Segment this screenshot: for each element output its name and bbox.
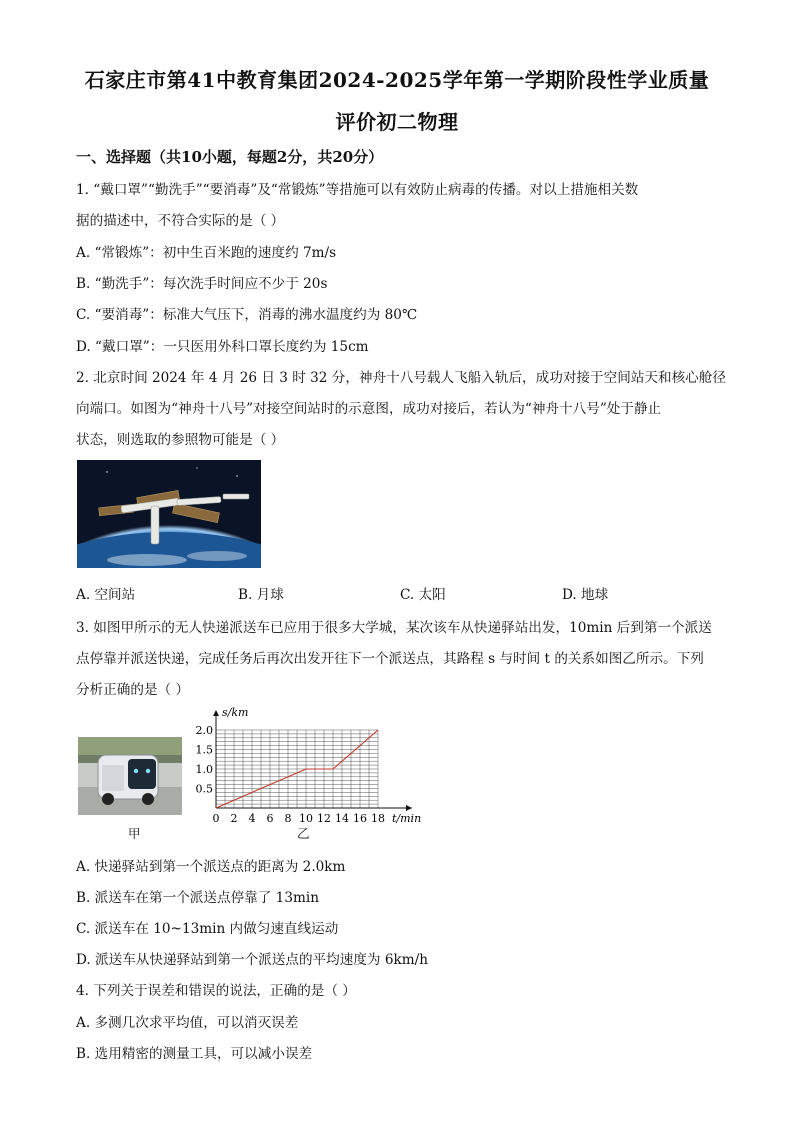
y-tick-label: 2.0 — [195, 724, 213, 737]
caption-yi: 乙 — [297, 826, 310, 841]
q2-stem-line3: 状态，则选取的参照物可能是（ ） — [76, 432, 285, 448]
section-heading: 一、选择题（共10小题，每题2分，共20分） — [76, 148, 384, 166]
y-axis-arrow — [213, 710, 219, 716]
q1-option-a: A. “常锻炼”：初中生百米跑的速度约 7m/s — [76, 245, 337, 261]
x-tick-label: 18 — [371, 812, 385, 824]
q3-option-a: A. 快递驿站到第一个派送点的距离为 2.0km — [76, 859, 346, 875]
q3-option-d: D. 派送车从快递驿站到第一个派送点的平均速度为 6km/h — [76, 952, 428, 968]
q4-stem-line1: 4. 下列关于误差和错误的说法，正确的是（ ） — [76, 983, 356, 999]
y-tick-label: 1.0 — [195, 763, 213, 776]
q2-option-d: D. 地球 — [562, 587, 609, 603]
x-tick-label: 4 — [248, 812, 256, 824]
x-tick-label: 6 — [266, 812, 274, 824]
x-tick-label: 2 — [230, 812, 238, 824]
q4-option-b: B. 选用精密的测量工具，可以减小误差 — [76, 1046, 313, 1062]
x-tick-label: 16 — [353, 812, 367, 824]
q3-option-c: C. 派送车在 10~13min 内做匀速直线运动 — [76, 921, 339, 937]
q1-option-c: C. “要消毒”：标准大气压下，消毒的沸水温度约为 80℃ — [76, 307, 418, 323]
x-tick-label: 10 — [299, 812, 313, 824]
y-axis-label: s/km — [222, 706, 249, 719]
x-tick-label: 8 — [284, 812, 292, 824]
y-tick-label: 0.5 — [195, 782, 213, 796]
delivery-vehicle-photo — [78, 737, 182, 815]
q2-stem-line1: 2. 北京时间 2024 年 4 月 26 日 3 时 32 分，神舟十八号载人飞船入轨后，成功对接于空间站天和核心舱径 — [76, 370, 726, 386]
q2-option-b: B. 月球 — [238, 587, 284, 603]
q2-stem-line2: 向端口。如图为“神舟十八号”对接空间站时的示意图，成功对接后，若认为“神舟十八号”处于静止 — [76, 401, 662, 417]
x-tick-label: 0 — [212, 812, 220, 824]
q3-stem-line3: 分析正确的是（ ） — [76, 682, 190, 698]
q3-option-b: B. 派送车在第一个派送点停靠了 13min — [76, 890, 319, 906]
x-axis-label: t/min — [392, 812, 422, 824]
caption-jia: 甲 — [128, 826, 141, 841]
x-tick-label: 14 — [335, 812, 349, 824]
q2-options — [76, 583, 716, 603]
q2-option-c: C. 太阳 — [400, 587, 446, 603]
q3-stem-line1: 3. 如图甲所示的无人快递派送车已应用于很多大学城，某次该车从快递驿站出发，10min 后到第一个派送 — [76, 620, 712, 636]
q1-option-d: D. “戴口罩”：一只医用外科口罩长度约为 15cm — [76, 339, 369, 355]
q4-option-a: A. 多测几次求平均值，可以消灭误差 — [76, 1015, 299, 1031]
exam-title-line2: 评价初二物理 — [335, 110, 459, 134]
q3-stem-line2: 点停靠并派送快递，完成任务后再次出发开往下一个派送点，其路程 s 与时间 t 的关系如图乙所示。下列 — [76, 651, 704, 667]
space-station-photo — [77, 460, 261, 568]
q1-stem-line1: 1. “戴口罩”“勤洗手”“要消毒”及“常锻炼”等措施可以有效防止病毒的传播。对以上措施相关数 — [76, 182, 639, 198]
x-axis-arrow — [406, 805, 412, 811]
q2-option-a: A. 空间站 — [76, 587, 136, 603]
q1-option-b: B. “勤洗手”：每次洗手时间应不少于 20s — [76, 276, 328, 292]
distance-time-chart — [190, 704, 430, 824]
x-tick-label: 12 — [317, 812, 331, 824]
q1-stem-line2: 据的描述中，不符合实际的是（ ） — [76, 213, 285, 229]
exam-title-line1: 石家庄市第41中教育集团2024-2025学年第一学期阶段性学业质量 — [84, 68, 710, 92]
y-tick-label: 1.5 — [195, 743, 213, 757]
